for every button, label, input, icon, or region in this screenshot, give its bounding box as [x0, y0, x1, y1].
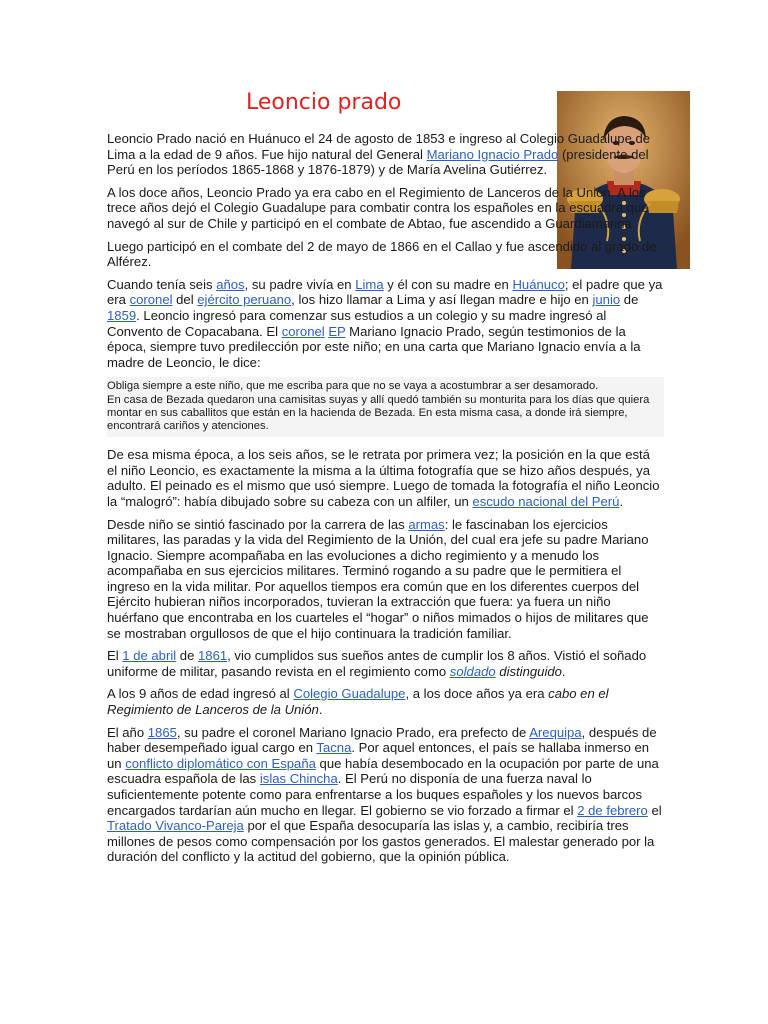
link-ejercito-peruano[interactable]: ejército peruano: [197, 292, 292, 308]
link-tacna[interactable]: Tacna: [316, 740, 352, 756]
link-1865[interactable]: 1865: [147, 724, 177, 740]
link-escudo-nacional[interactable]: escudo nacional del Perú: [472, 493, 620, 509]
paragraph-3: Luego participó en el combate del 2 de mayo de 1866 en el Callao y fue ascendido al grado de Alférez.: [107, 238, 657, 270]
link-ep[interactable]: EP: [328, 323, 346, 339]
link-arequipa[interactable]: Arequipa: [529, 724, 582, 740]
paragraph-5: De esa misma época, a los seis años, se le retrata por primera vez; la posición en la que está el niño Leoncio, es exactamente la misma a la última fotografía que se hizo años después, ya adulto. El peinado es el mismo que usó siempre. Luego de tomada la fotografía el niño Leoncio la “malogró”: había dibujado sobre su cabeza con un alfiler, un escudo nacional del Perú.: [107, 447, 660, 509]
paragraph-6: Desde niño se sintió fascinado por la carrera de las armas: le fascinaban los ejercicios militares, las paradas y la vida del Regimiento de la Unión, del cual era jefe su padre Mariano Ignacio. Siempre acompañaba en las evoluciones a dicho regimiento y a menudo los acompañaba en sus ejercicios militares. Terminó rogando a su padre que le permitiera el ingreso en la vida militar. Por aquellos tiempos era común que en los diferentes cuerpos del Ejército hubieran niños incorporados, tuvieran la extracción que fuera: ya fuera un niño huérfano que encontraba en los cuarteles el “hogar” o niños mimados o hijos de militares que se mostraban orgullosos de que el hijo continuara la tradición familiar.: [107, 516, 649, 641]
article-body: [107, 131, 663, 872]
link-1861[interactable]: 1861: [198, 648, 228, 664]
link-conflicto-diplomatico[interactable]: conflicto diplomático con España: [125, 755, 316, 771]
link-coronel-2[interactable]: coronel: [281, 323, 325, 339]
link-1859[interactable]: 1859: [107, 307, 137, 323]
link-1-de-abril[interactable]: 1 de abril: [122, 648, 177, 664]
letter-quote: [107, 377, 664, 437]
quote-line-1: Obliga siempre a este niño, que me escriba para que no se vaya a acostumbrar a ser desamorado.: [107, 380, 599, 393]
paragraph-4: Cuando tenía seis años, su padre vivía en Lima y él con su madre en Huánuco; el padre que ya era coronel del ejército peruano, los hizo llamar a Lima y así llegan madre e hijo en junio de 1859. Leoncio ingresó para comenzar sus estudios a un colegio y su madre ingresó al Convento de Copacabana. El coronel EP Mariano Ignacio Prado, según testimonios de la época, siempre tuvo predilección por este niño; en una carta que Mariano Ignacio envía a la madre de Leoncio, le dice:: [107, 276, 663, 370]
link-armas[interactable]: armas: [408, 516, 445, 532]
link-huanuco[interactable]: Huánuco: [512, 276, 565, 292]
paragraph-7: El 1 de abril de 1861, vio cumplidos sus sueños antes de cumplir los 8 años. Vistió el soñado uniforme de militar, pasando revista en el regimiento como soldado distinguido.: [107, 648, 647, 679]
link-2-de-febrero[interactable]: 2 de febrero: [577, 802, 648, 818]
link-anos[interactable]: años: [216, 276, 245, 292]
paragraph-1: Leoncio Prado nació en Huánuco el 24 de agosto de 1853 e ingreso al Colegio Guadalupe de Lima a la edad de 9 años. Fue hijo natural del General Mariano Ignacio Prado (presidente del Perú en los períodos 1865-1868 y 1876-1879) y de María Avelina Gutiérrez.: [107, 131, 651, 178]
link-tratado-vivanco-pareja[interactable]: Tratado Vivanco-Pareja: [107, 818, 244, 834]
quote-line-2: En casa de Bezada quedaron una camisitas suyas y allí quedó también su monturita para los días que quiera montar en sus caballitos que están en la hacienda de Bezada. En esta misma casa, a donde irá siempre, encontrará cariños y atenciones.: [107, 393, 650, 432]
link-coronel[interactable]: coronel: [129, 292, 173, 308]
paragraph-2: A los doce años, Leoncio Prado ya era cabo en el Regimiento de Lanceros de la Unión. A los trece años dejó el Colegio Guadalupe para combatir contra los españoles en la escuadra que navegó al sur de Chile y participó en el combate de Abtao, fue ascendido a Guardiamarina.: [107, 184, 649, 231]
paragraph-9: El año 1865, su padre el coronel Mariano Ignacio Prado, era prefecto de Arequipa, después de haber desempeñado igual cargo en Tacna. Por aquel entonces, el país se hallaba inmerso en un conflicto diplomático con España que había desembocado en la ocupación por parte de una escuadra española de las islas Chincha. El Perú no disponía de una fuerza naval lo suficientemente potente como para enfrentarse a los buques españoles y los nuevos barcos encargados tardarían aún mucho en llegar. El gobierno se vio forzado a firmar el 2 de febrero el Tratado Vivanco-Pareja por el que España desocuparía las islas y, a cambio, recibiría tres millones de pesos como compensación por los gastos generados. El malestar generado por la duración del conflicto y la actitud del gobierno, que la opinión pública.: [107, 724, 662, 865]
link-colegio-guadalupe[interactable]: Colegio Guadalupe: [293, 686, 406, 702]
page-title: Leoncio prado: [246, 90, 402, 115]
link-lima[interactable]: Lima: [355, 276, 384, 292]
paragraph-8: A los 9 años de edad ingresó al Colegio Guadalupe, a los doce años ya era cabo en el Regimiento de Lanceros de la Unión.: [107, 686, 609, 718]
link-islas-chincha[interactable]: islas Chincha: [259, 771, 338, 787]
link-soldado[interactable]: soldado: [449, 663, 496, 679]
link-mariano-ignacio-prado[interactable]: Mariano Ignacio Prado: [426, 146, 559, 162]
link-junio[interactable]: junio: [592, 292, 621, 308]
